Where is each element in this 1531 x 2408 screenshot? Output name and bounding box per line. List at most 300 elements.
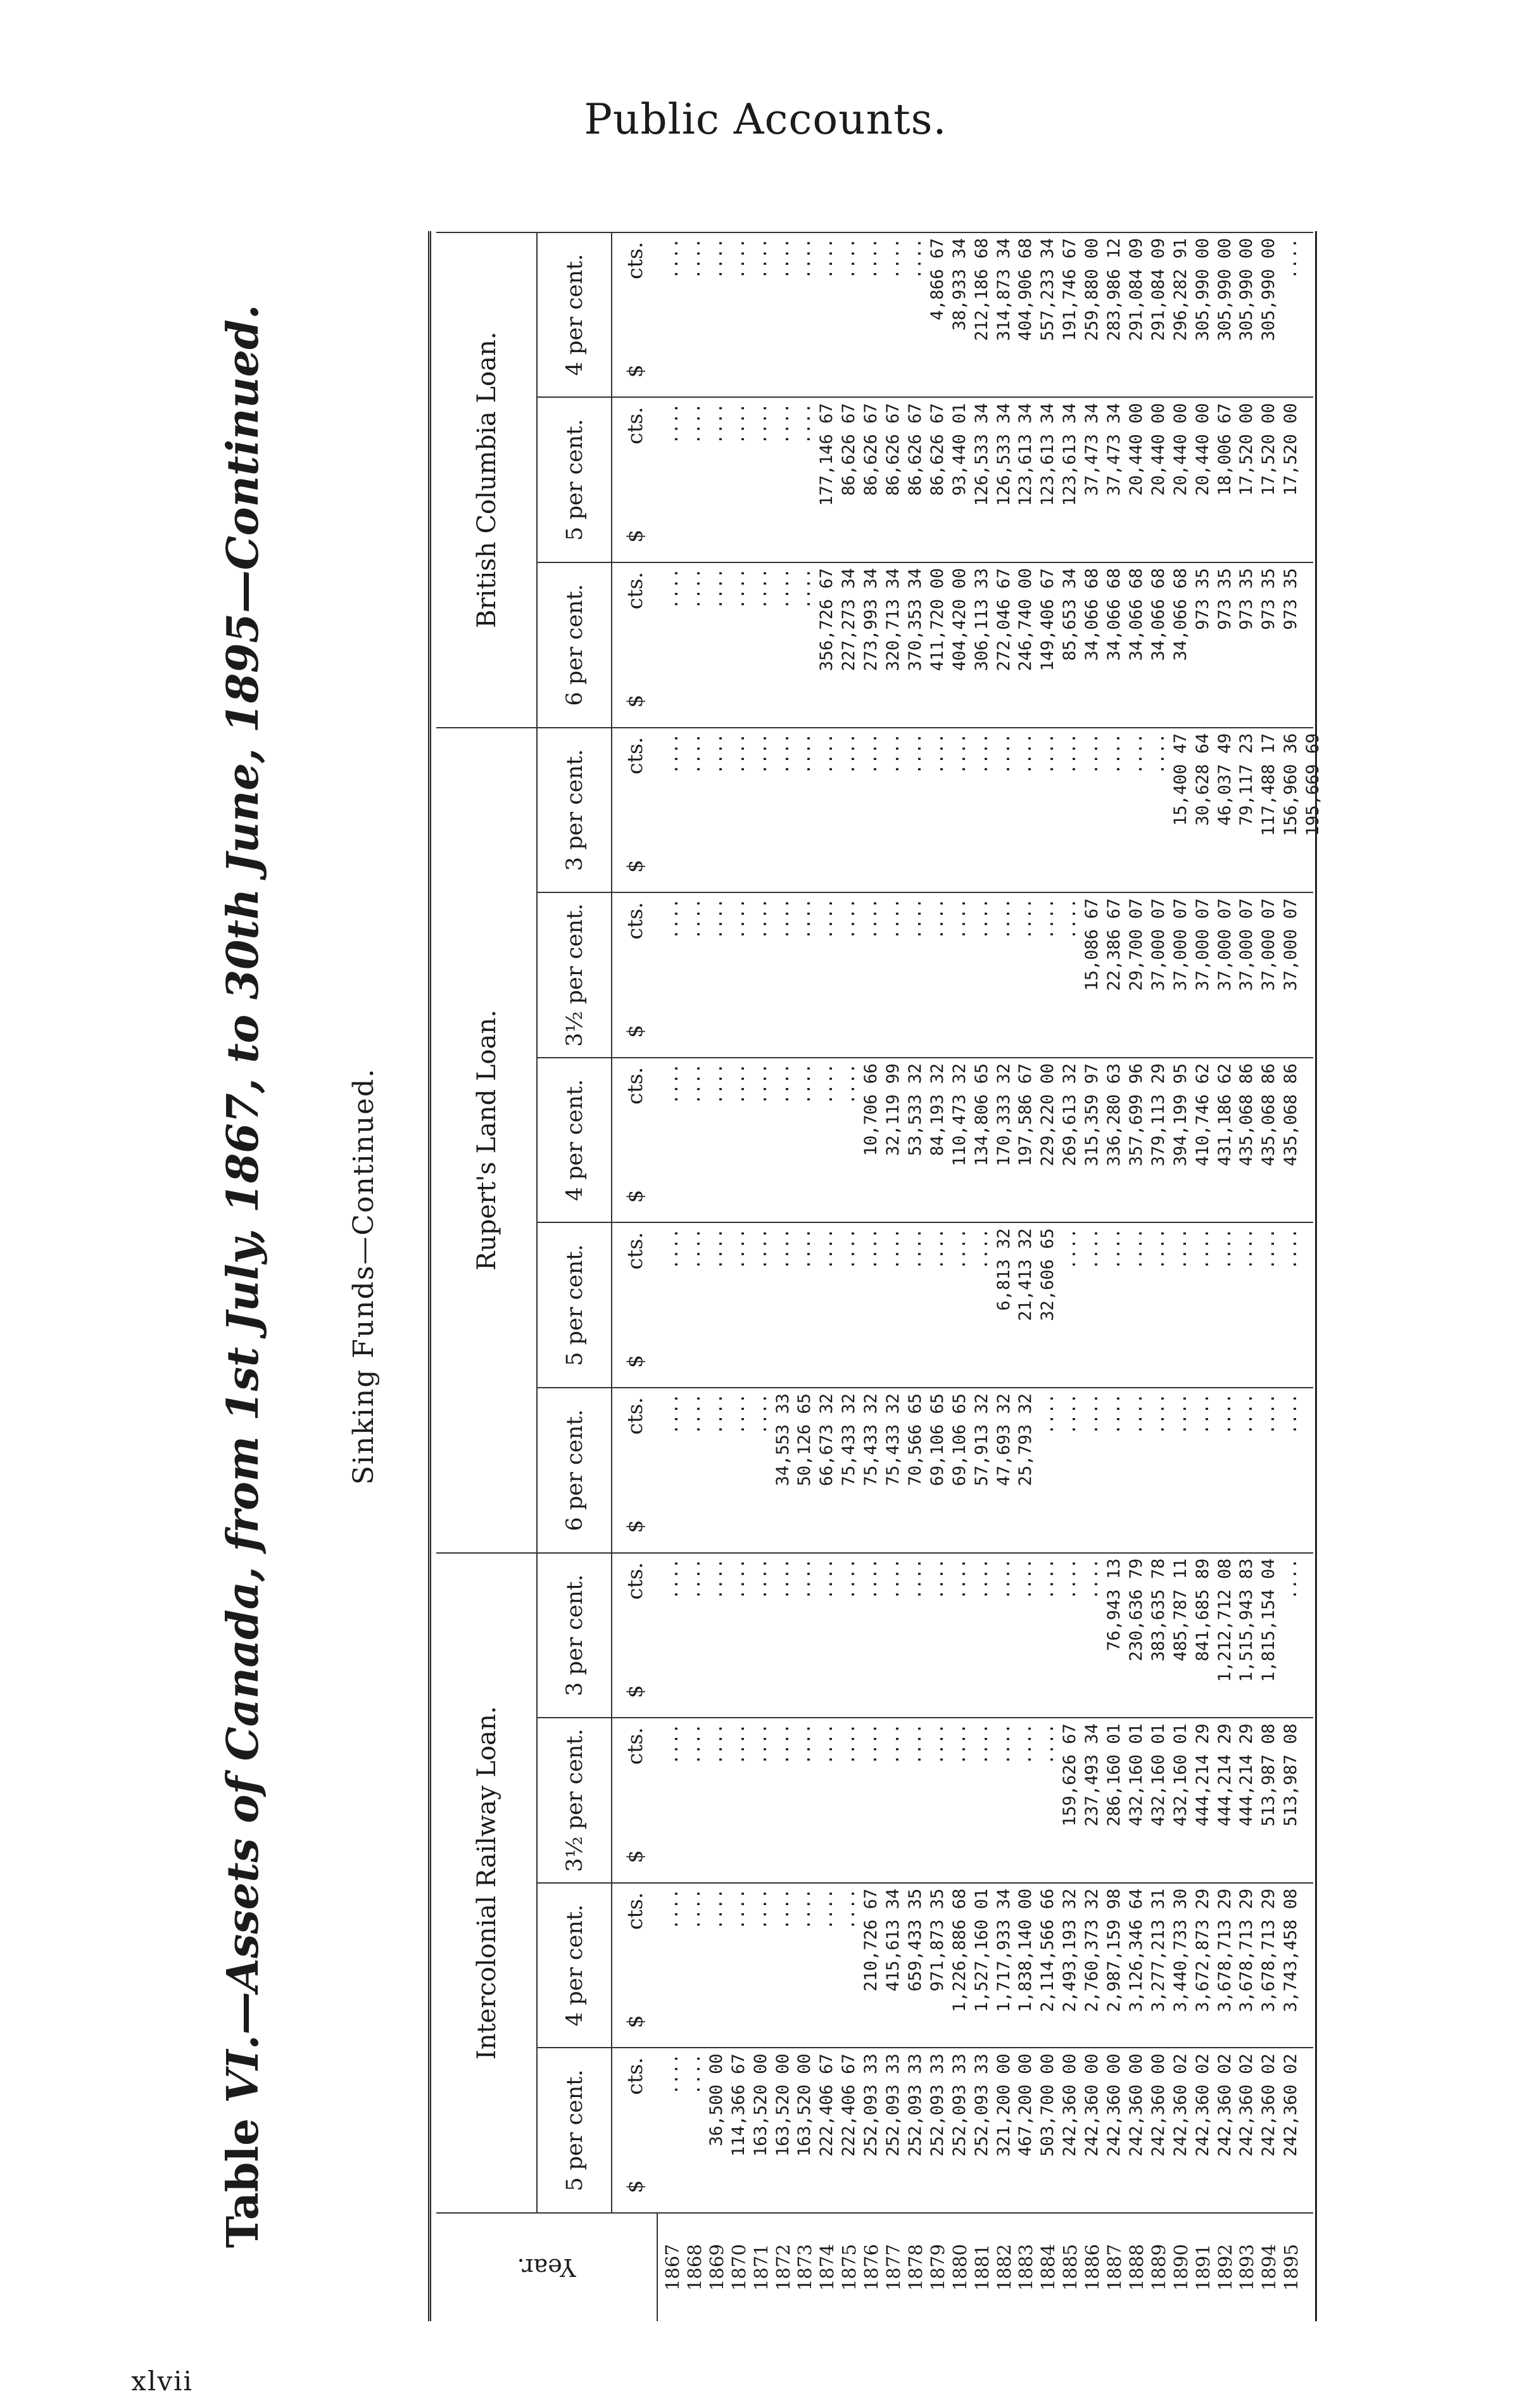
amount-cell: 252,093 33	[949, 2053, 969, 2157]
amount-cell: ....	[795, 1723, 815, 1765]
unit-row	[612, 232, 658, 397]
rate-column-header: 4 per cent.	[538, 232, 612, 397]
amount-cell: ....	[728, 238, 748, 279]
amount-cell: 272,046 67	[993, 568, 1014, 671]
year-cell: 1878	[904, 2244, 926, 2291]
amount-cell: ....	[817, 1723, 837, 1765]
amount-cell: 86,626 67	[839, 403, 859, 496]
amount-column	[658, 1387, 1313, 1552]
rate-column-header: 4 per cent.	[538, 1057, 612, 1222]
amount-cell: ....	[684, 898, 704, 940]
amount-cell: ....	[1038, 898, 1058, 940]
amount-cell: ....	[949, 898, 969, 940]
amount-cell: ....	[662, 898, 682, 940]
amount-cell: ....	[905, 238, 925, 279]
amount-cell: ....	[1082, 1558, 1102, 1600]
amount-cell: ....	[905, 1228, 925, 1270]
amount-cell: ....	[1082, 1228, 1102, 1270]
amount-cell: 286,160 01	[1104, 1723, 1124, 1827]
amount-cell: ....	[883, 733, 903, 775]
amount-cell: ....	[795, 1063, 815, 1105]
amount-cell: 973 35	[1237, 568, 1257, 630]
year-cell: 1881	[971, 2244, 993, 2291]
amount-cell: 86,626 67	[927, 403, 947, 496]
running-head: Public Accounts.	[584, 95, 947, 144]
amount-cell: 15,086 67	[1082, 898, 1102, 991]
amount-cell: 123,613 34	[1016, 403, 1036, 506]
amount-cell: 195,669 69	[1303, 733, 1323, 837]
amount-cell: ....	[1148, 1393, 1168, 1435]
amount-cell: 37,000 07	[1281, 898, 1301, 991]
amount-cell: ....	[772, 1228, 793, 1270]
amount-cell: 252,093 33	[883, 2053, 903, 2157]
unit-row	[612, 562, 658, 727]
rate-column-header: 3 per cent.	[538, 727, 612, 892]
amount-cell: 22,386 67	[1104, 898, 1124, 991]
amount-cell: ....	[750, 1393, 771, 1435]
rate-column-header: 5 per cent.	[538, 396, 612, 562]
amount-cell: ....	[662, 2053, 682, 2095]
amount-cell: ....	[772, 898, 793, 940]
cents-unit: cts.	[622, 407, 647, 445]
amount-cell: ....	[1038, 1393, 1058, 1435]
amount-cell: ....	[993, 1558, 1014, 1600]
amount-cell: ....	[728, 1063, 748, 1105]
amount-cell: 269,613 32	[1060, 1063, 1080, 1167]
amount-cell: 191,746 67	[1060, 238, 1080, 341]
amount-cell: 356,726 67	[817, 568, 837, 671]
unit-row	[612, 1222, 658, 1387]
amount-cell: 1,212,712 08	[1214, 1558, 1235, 1682]
amount-cell: 379,113 29	[1148, 1063, 1168, 1167]
amount-cell: 34,066 68	[1148, 568, 1168, 661]
amount-cell: ....	[795, 898, 815, 940]
amount-cell: ....	[1281, 238, 1301, 279]
amount-cell: ....	[772, 568, 793, 610]
amount-cell: 37,000 07	[1148, 898, 1168, 991]
year-cell: 1886	[1081, 2244, 1104, 2291]
amount-cell: ....	[839, 238, 859, 279]
amount-cell: 305,990 00	[1192, 238, 1213, 341]
rotated-table-block	[202, 231, 1323, 2321]
amount-column	[658, 1222, 1313, 1387]
amount-cell: 163,520 00	[795, 2053, 815, 2157]
dollar-unit: $	[622, 364, 647, 378]
amount-cell: 252,093 33	[905, 2053, 925, 2157]
amount-cell: 3,277,213 31	[1148, 1888, 1168, 2012]
amount-cell: ....	[1016, 898, 1036, 940]
rate-column-header: 4 per cent.	[538, 1882, 612, 2048]
unit-row	[612, 1552, 658, 1718]
amount-cell: 47,693 32	[993, 1393, 1014, 1486]
amount-cell: 444,214 29	[1237, 1723, 1257, 1827]
top-rule	[428, 231, 431, 2321]
amount-cell: ....	[971, 733, 992, 775]
amount-cell: ....	[861, 1228, 881, 1270]
year-cell: 1889	[1147, 2244, 1169, 2291]
amount-cell: 18,006 67	[1214, 403, 1235, 496]
amount-cell: 242,360 00	[1082, 2053, 1102, 2157]
amount-cell: ....	[706, 1888, 726, 1930]
amount-cell: ....	[971, 1723, 992, 1765]
amount-cell: 30,628 64	[1192, 733, 1213, 826]
amount-cell: 123,613 34	[1038, 403, 1058, 506]
amount-cell: 50,126 65	[795, 1393, 815, 1486]
cents-unit: cts.	[622, 737, 647, 775]
amount-cell: ....	[1281, 1393, 1301, 1435]
amount-cell: 134,806 65	[971, 1063, 992, 1167]
amount-cell: 305,990 00	[1214, 238, 1235, 341]
year-header-label: Year.	[517, 2253, 576, 2281]
amount-cell: 53,533 32	[905, 1063, 925, 1156]
amount-cell: 2,493,193 32	[1060, 1888, 1080, 2012]
amount-cell: ....	[1281, 1558, 1301, 1600]
amount-cell: 291,084 09	[1126, 238, 1146, 341]
amount-cell: 163,520 00	[772, 2053, 793, 2157]
amount-cell: 252,093 33	[927, 2053, 947, 2157]
amount-cell: 513,987 08	[1281, 1723, 1301, 1827]
dollar-unit: $	[622, 1685, 647, 1699]
amount-cell: ....	[839, 733, 859, 775]
year-cell: 1873	[794, 2244, 816, 2291]
amount-cell: ....	[839, 1228, 859, 1270]
amount-cell: 291,084 09	[1148, 238, 1168, 341]
amount-cell: 273,993 34	[861, 568, 881, 671]
amount-cell: 34,066 68	[1082, 568, 1102, 661]
amount-cell: 431,186 62	[1214, 1063, 1235, 1167]
amount-cell: 3,678,713 29	[1214, 1888, 1235, 2012]
year-cell: 1871	[750, 2244, 772, 2291]
amount-cell: 973 35	[1192, 568, 1213, 630]
amount-cell: 432,160 01	[1148, 1723, 1168, 1827]
amount-cell: 485,787 11	[1170, 1558, 1190, 1662]
rate-column-header: 3 per cent.	[538, 1552, 612, 1718]
amount-cell: ....	[706, 898, 726, 940]
amount-cell: ....	[839, 1063, 859, 1105]
amount-column	[658, 396, 1313, 562]
year-cell: 1885	[1059, 2244, 1081, 2291]
amount-cell: ....	[795, 1228, 815, 1270]
amount-cell: ....	[861, 1558, 881, 1600]
amount-cell: ....	[1016, 733, 1036, 775]
amount-column	[658, 727, 1323, 892]
amount-cell: ....	[684, 1063, 704, 1105]
amount-cell: ....	[1148, 733, 1168, 775]
amount-cell: 37,000 07	[1192, 898, 1213, 991]
sinking-funds-table	[436, 231, 1323, 2321]
amount-cell: 242,360 00	[1126, 2053, 1146, 2157]
amount-cell: ....	[706, 1723, 726, 1765]
cents-unit: cts.	[622, 1232, 647, 1270]
year-cell: 1876	[860, 2244, 883, 2291]
amount-cell: ....	[728, 568, 748, 610]
year-cell: 1891	[1192, 2244, 1214, 2291]
year-cell: 1872	[772, 2244, 794, 2291]
amount-cell: ....	[662, 568, 682, 610]
amount-cell: 242,360 02	[1214, 2053, 1235, 2157]
loan-group-header: Rupert's Land Loan.	[436, 727, 538, 1552]
bottom-rule	[1315, 231, 1317, 2321]
amount-cell: 75,433 32	[861, 1393, 881, 1486]
loan-group-header: Intercolonial Railway Loan.	[436, 1552, 538, 2212]
amount-cell: ....	[1060, 898, 1080, 940]
rate-column-header: 3½ per cent.	[538, 892, 612, 1057]
amount-cell: 3,126,346 64	[1126, 1888, 1146, 2012]
rate-column-header: 5 per cent.	[538, 1222, 612, 1387]
amount-cell: ....	[795, 568, 815, 610]
dollar-unit: $	[622, 859, 647, 873]
amount-cell: 973 35	[1259, 568, 1279, 630]
amount-cell: 394,199 95	[1170, 1063, 1190, 1167]
amount-cell: 1,717,933 34	[993, 1888, 1014, 2012]
amount-cell: ....	[883, 898, 903, 940]
amount-cell: ....	[750, 1063, 771, 1105]
amount-cell: 227,273 34	[839, 568, 859, 671]
amount-cell: ....	[1060, 1228, 1080, 1270]
year-cell: 1883	[1015, 2244, 1037, 2291]
rate-column-header: 6 per cent.	[538, 562, 612, 727]
amount-cell: ....	[795, 403, 815, 445]
amount-cell: 210,726 67	[861, 1888, 881, 1992]
amount-cell: 212,186 68	[971, 238, 992, 341]
amount-cell: ....	[1237, 1228, 1257, 1270]
amount-cell: ....	[1060, 733, 1080, 775]
amount-cell: ....	[706, 568, 726, 610]
amount-cell: ....	[706, 403, 726, 445]
cents-unit: cts.	[622, 902, 647, 940]
amount-cell: 415,613 34	[883, 1888, 903, 1992]
amount-cell: 114,366 67	[728, 2053, 748, 2157]
amount-cell: ....	[1038, 733, 1058, 775]
amount-cell: ....	[993, 898, 1014, 940]
amount-cell: ....	[706, 238, 726, 279]
year-cell: 1893	[1236, 2244, 1258, 2291]
amount-cell: 4,866 67	[927, 238, 947, 320]
amount-cell: ....	[1192, 1228, 1213, 1270]
cents-unit: cts.	[622, 572, 647, 610]
amount-cell: 34,066 68	[1104, 568, 1124, 661]
amount-cell: 410,746 62	[1192, 1063, 1213, 1167]
year-cell: 1880	[948, 2244, 971, 2291]
amount-cell: ....	[750, 733, 771, 775]
amount-cell: 86,626 67	[883, 403, 903, 496]
year-cell: 1870	[728, 2244, 750, 2291]
amount-cell: ....	[662, 238, 682, 279]
unit-row	[612, 1882, 658, 2048]
amount-cell: ....	[817, 1063, 837, 1105]
amount-cell: 283,986 12	[1104, 238, 1124, 341]
amount-cell: ....	[993, 1723, 1014, 1765]
amount-cell: ....	[728, 898, 748, 940]
amount-cell: 2,987,159 98	[1104, 1888, 1124, 2012]
amount-cell: 435,068 86	[1237, 1063, 1257, 1167]
amount-cell: 659,433 35	[905, 1888, 925, 1992]
amount-cell: ....	[883, 1558, 903, 1600]
amount-cell: ....	[662, 1228, 682, 1270]
amount-cell: 34,553 33	[772, 1393, 793, 1486]
amount-cell: ....	[839, 1888, 859, 1930]
amount-cell: ....	[1126, 1228, 1146, 1270]
amount-cell: ....	[750, 1558, 771, 1600]
amount-cell: ....	[1104, 1228, 1124, 1270]
amount-cell: ....	[772, 403, 793, 445]
amount-cell: ....	[684, 1723, 704, 1765]
amount-cell: ....	[927, 1558, 947, 1600]
amount-cell: ....	[750, 898, 771, 940]
amount-cell: ....	[750, 1723, 771, 1765]
amount-cell: ....	[905, 733, 925, 775]
cents-unit: cts.	[622, 2057, 647, 2095]
amount-cell: ....	[728, 1393, 748, 1435]
amount-cell: 259,880 00	[1082, 238, 1102, 341]
amount-cell: ....	[1126, 733, 1146, 775]
amount-cell: 126,533 34	[993, 403, 1014, 506]
amount-cell: ....	[728, 403, 748, 445]
amount-cell: 242,360 02	[1259, 2053, 1279, 2157]
table-label: Table	[218, 2118, 268, 2248]
amount-cell: 444,214 29	[1192, 1723, 1213, 1827]
amount-cell: ....	[684, 733, 704, 775]
amount-cell: 314,873 34	[993, 238, 1014, 341]
unit-row	[612, 2047, 658, 2212]
amount-cell: ....	[662, 1723, 682, 1765]
amount-cell: 10,706 66	[861, 1063, 881, 1156]
amount-cell: 37,000 07	[1214, 898, 1235, 991]
amount-cell: 3,743,458 08	[1281, 1888, 1301, 2012]
amount-cell: 17,520 00	[1281, 403, 1301, 496]
amount-cell: 404,906 68	[1016, 238, 1036, 341]
amount-cell: ....	[795, 733, 815, 775]
amount-cell: ....	[817, 898, 837, 940]
year-column-header	[436, 2212, 658, 2321]
amount-cell: ....	[1126, 1393, 1146, 1435]
amount-cell: 320,713 34	[883, 568, 903, 671]
unit-row	[612, 1387, 658, 1552]
rate-column-header: 6 per cent.	[538, 1387, 612, 1552]
amount-cell: ....	[750, 1228, 771, 1270]
amount-cell: 46,037 49	[1214, 733, 1235, 826]
amount-cell: ....	[1192, 1393, 1213, 1435]
amount-cell: 75,433 32	[839, 1393, 859, 1486]
amount-cell: ....	[706, 1558, 726, 1600]
amount-cell: ....	[684, 1888, 704, 1930]
amount-cell: ....	[861, 898, 881, 940]
amount-cell: 37,473 34	[1104, 403, 1124, 496]
amount-cell: 3,678,713 29	[1237, 1888, 1257, 2012]
amount-cell: 163,520 00	[750, 2053, 771, 2157]
amount-cell: 242,360 00	[1060, 2053, 1080, 2157]
amount-cell: 177,146 67	[817, 403, 837, 506]
amount-cell: 1,527,160 01	[971, 1888, 992, 2012]
amount-cell: ....	[662, 1393, 682, 1435]
amount-cell: ....	[949, 733, 969, 775]
year-cell: 1887	[1104, 2244, 1125, 2291]
amount-cell: ....	[839, 1723, 859, 1765]
amount-cell: 973 35	[1214, 568, 1235, 630]
dollar-unit: $	[622, 2180, 647, 2193]
amount-cell: 86,626 67	[905, 403, 925, 496]
loan-group-header: British Columbia Loan.	[436, 232, 538, 727]
amount-cell: ....	[883, 1723, 903, 1765]
year-cell: 1895	[1280, 2244, 1302, 2291]
amount-cell: 66,673 32	[817, 1393, 837, 1486]
amount-cell: 973 35	[1281, 568, 1301, 630]
amount-cell: 444,214 29	[1214, 1723, 1235, 1827]
amount-column	[658, 232, 1313, 397]
amount-cell: 159,626 67	[1060, 1723, 1080, 1827]
amount-cell: ....	[1214, 1228, 1235, 1270]
amount-cell: 306,113 33	[971, 568, 992, 671]
amount-cell: ....	[1148, 1228, 1168, 1270]
amount-cell: ....	[706, 1393, 726, 1435]
amount-cell: ....	[662, 403, 682, 445]
amount-cell: ....	[728, 1558, 748, 1600]
amount-cell: ....	[772, 1558, 793, 1600]
amount-cell: ....	[706, 1228, 726, 1270]
amount-cell: ....	[772, 733, 793, 775]
amount-cell: ....	[1170, 1393, 1190, 1435]
year-cell: 1884	[1037, 2244, 1059, 2291]
amount-cell: ....	[1060, 1393, 1080, 1435]
amount-cell: ....	[971, 1228, 992, 1270]
unit-row	[612, 1057, 658, 1222]
amount-cell: ....	[1104, 1393, 1124, 1435]
amount-cell: 432,160 01	[1170, 1723, 1190, 1827]
year-cell: 1879	[926, 2244, 948, 2291]
amount-cell: ....	[684, 2053, 704, 2095]
amount-cell: 84,193 32	[927, 1063, 947, 1156]
amount-cell: 370,353 34	[905, 568, 925, 671]
amount-cell: 1,815,154 04	[1259, 1558, 1279, 1682]
amount-cell: ....	[927, 733, 947, 775]
amount-cell: 17,520 00	[1237, 403, 1257, 496]
amount-cell: 3,678,713 29	[1259, 1888, 1279, 2012]
amount-cell: ....	[772, 1888, 793, 1930]
amount-cell: ....	[662, 733, 682, 775]
amount-cell: ....	[1214, 1393, 1235, 1435]
amount-cell: 336,280 63	[1104, 1063, 1124, 1167]
amount-cell: 305,990 00	[1237, 238, 1257, 341]
amount-cell: ....	[795, 1888, 815, 1930]
amount-cell: 222,406 67	[817, 2053, 837, 2157]
dollar-unit: $	[622, 1355, 647, 1368]
amount-cell: ....	[684, 403, 704, 445]
cents-unit: cts.	[622, 1397, 647, 1435]
amount-cell: ....	[927, 1723, 947, 1765]
amount-cell: 126,533 34	[971, 403, 992, 506]
amount-cell: 93,440 01	[949, 403, 969, 496]
amount-cell: 75,433 32	[883, 1393, 903, 1486]
amount-cell: ....	[817, 1888, 837, 1930]
dollar-unit: $	[622, 1849, 647, 1863]
amount-cell: ....	[750, 1888, 771, 1930]
amount-cell: ....	[905, 1723, 925, 1765]
amount-cell: 197,586 67	[1016, 1063, 1036, 1167]
amount-cell: 1,838,140 00	[1016, 1888, 1036, 2012]
amount-cell: 1,226,886 68	[949, 1888, 969, 2012]
amount-cell: ....	[706, 733, 726, 775]
amount-cell: 252,093 33	[971, 2053, 992, 2157]
amount-cell: 20,440 00	[1126, 403, 1146, 496]
year-column	[658, 2212, 1313, 2321]
amount-cell: ....	[1016, 1723, 1036, 1765]
amount-cell: ....	[817, 238, 837, 279]
amount-cell: ....	[684, 568, 704, 610]
cents-unit: cts.	[622, 241, 647, 279]
amount-cell: ....	[662, 1063, 682, 1105]
amount-cell: ....	[1259, 1393, 1279, 1435]
amount-cell: ....	[883, 1228, 903, 1270]
